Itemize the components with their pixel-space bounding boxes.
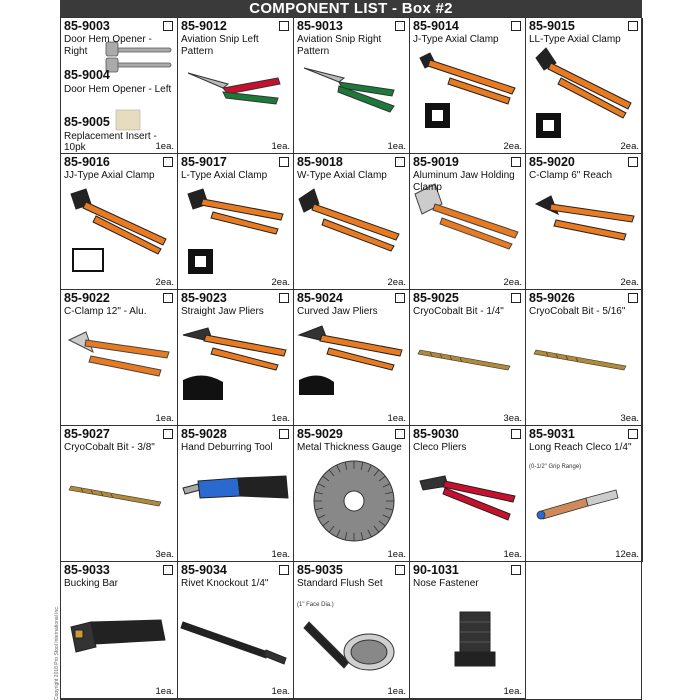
part-number: 85-9026 <box>529 291 575 305</box>
part-number: 85-9016 <box>64 155 110 169</box>
part-description: Bucking Bar <box>64 578 118 589</box>
checkbox[interactable] <box>395 429 405 439</box>
part-description: Aluminum Jaw Holding Clamp <box>413 170 515 193</box>
quantity: 1ea. <box>155 413 174 424</box>
part-number: 85-9034 <box>181 563 227 577</box>
component-cell <box>61 426 178 562</box>
part-number: 85-9014 <box>413 19 459 33</box>
part-number: 85-9035 <box>297 563 343 577</box>
part-number: 85-9030 <box>413 427 459 441</box>
quantity: 1ea. <box>271 549 290 560</box>
quantity: 1ea. <box>271 686 290 697</box>
part-description: LL-Type Axial Clamp <box>529 34 621 45</box>
component-cell <box>410 290 526 426</box>
part-subnote: (1" Face Dia.) <box>297 602 334 608</box>
part-number: 85-9022 <box>64 291 110 305</box>
part-number: 85-9028 <box>181 427 227 441</box>
part-number: 85-9017 <box>181 155 227 169</box>
part-number: 85-9031 <box>529 427 575 441</box>
checkbox[interactable] <box>395 21 405 31</box>
component-cell <box>526 426 643 562</box>
part-number: 90-1031 <box>413 563 459 577</box>
part-number: 85-9023 <box>181 291 227 305</box>
part-description: Aviation Snip Left Pattern <box>181 34 259 57</box>
part-number: 85-9025 <box>413 291 459 305</box>
checkbox[interactable] <box>279 157 289 167</box>
part-number: 85-9003 <box>64 19 110 33</box>
copyright-text: Copyright 2018 Pro Stool International Inc. <box>54 605 60 700</box>
quantity: 12ea. <box>615 549 639 560</box>
quantity: 1ea. <box>387 549 406 560</box>
page-title: COMPONENT LIST - Box #2 <box>60 0 642 17</box>
component-cell <box>526 18 643 154</box>
part-description: C-Clamp 12" - Alu. <box>64 306 147 317</box>
checkbox[interactable] <box>163 429 173 439</box>
part-description: CryoCobalt Bit - 5/16" <box>529 306 626 317</box>
part-description: Cleco Pliers <box>413 442 467 453</box>
checkbox[interactable] <box>395 293 405 303</box>
component-cell <box>294 154 410 290</box>
part-description: Replacement Insert - 10pk <box>64 131 157 153</box>
checkbox[interactable] <box>163 157 173 167</box>
quantity: 1ea. <box>155 686 174 697</box>
component-cell <box>178 426 294 562</box>
part-description: Curved Jaw Pliers <box>297 306 378 317</box>
checkbox[interactable] <box>279 21 289 31</box>
part-number: 85-9012 <box>181 19 227 33</box>
quantity: 1ea. <box>503 686 522 697</box>
component-cell <box>294 426 410 562</box>
checkbox[interactable] <box>395 157 405 167</box>
part-description: Standard Flush Set <box>297 578 383 589</box>
quantity: 2ea. <box>503 277 522 288</box>
quantity: 1ea. <box>271 141 290 152</box>
part-description: CryoCobalt Bit - 3/8" <box>64 442 155 453</box>
component-cell <box>294 18 410 154</box>
quantity: 1ea. <box>387 141 406 152</box>
checkbox[interactable] <box>511 293 521 303</box>
quantity: 1ea. <box>387 686 406 697</box>
quantity: 2ea. <box>620 141 639 152</box>
component-cell <box>178 18 294 154</box>
part-description: JJ-Type Axial Clamp <box>64 170 155 181</box>
part-number: 85-9033 <box>64 563 110 577</box>
checkbox[interactable] <box>511 21 521 31</box>
part-description: Straight Jaw Pliers <box>181 306 264 317</box>
part-description: CryoCobalt Bit - 1/4" <box>413 306 504 317</box>
checkbox[interactable] <box>279 293 289 303</box>
checkbox[interactable] <box>279 429 289 439</box>
component-cell <box>178 290 294 426</box>
checkbox[interactable] <box>628 157 638 167</box>
part-description: Rivet Knockout 1/4" <box>181 578 269 589</box>
checkbox[interactable] <box>628 429 638 439</box>
part-number: 85-9013 <box>297 19 343 33</box>
component-grid <box>60 17 642 700</box>
checkbox[interactable] <box>511 429 521 439</box>
quantity: 2ea. <box>503 141 522 152</box>
part-description: Door Hem Opener - Right <box>64 34 152 57</box>
quantity: 1ea. <box>387 413 406 424</box>
component-cell <box>61 562 178 699</box>
quantity: 1ea. <box>503 549 522 560</box>
component-cell <box>178 154 294 290</box>
part-number: 85-9015 <box>529 19 575 33</box>
quantity: 1ea. <box>155 141 174 152</box>
quantity: 2ea. <box>620 277 639 288</box>
component-cell <box>410 18 526 154</box>
quantity: 3ea. <box>155 549 174 560</box>
checkbox[interactable] <box>628 293 638 303</box>
checkbox[interactable] <box>163 21 173 31</box>
component-cell <box>410 154 526 290</box>
part-number: 85-9029 <box>297 427 343 441</box>
part-description: Door Hem Opener - Left <box>64 84 172 95</box>
component-cell <box>410 426 526 562</box>
checkbox[interactable] <box>511 157 521 167</box>
part-description: Aviation Snip Right Pattern <box>297 34 382 57</box>
part-number: 85-9018 <box>297 155 343 169</box>
component-cell <box>61 290 178 426</box>
part-description: J-Type Axial Clamp <box>413 34 499 45</box>
checkbox[interactable] <box>511 565 521 575</box>
part-number: 85-9024 <box>297 291 343 305</box>
quantity: 1ea. <box>271 413 290 424</box>
component-cell <box>410 562 526 699</box>
component-cell <box>526 290 643 426</box>
quantity: 3ea. <box>503 413 522 424</box>
part-description: C-Clamp 6" Reach <box>529 170 613 181</box>
component-cell <box>61 154 178 290</box>
part-description: Long Reach Cleco 1/4" <box>529 442 632 453</box>
quantity: 2ea. <box>271 277 290 288</box>
part-number: 85-9005 <box>64 115 110 129</box>
checkbox[interactable] <box>279 565 289 575</box>
part-description: W-Type Axial Clamp <box>297 170 387 181</box>
quantity: 2ea. <box>155 277 174 288</box>
component-cell <box>294 562 410 699</box>
component-cell <box>61 18 178 154</box>
component-cell <box>294 290 410 426</box>
component-cell <box>526 154 643 290</box>
part-number: 85-9020 <box>529 155 575 169</box>
part-description: Nose Fastener <box>413 578 479 589</box>
part-number: 85-9019 <box>413 155 459 169</box>
part-number: 85-9004 <box>64 68 110 82</box>
part-description: Hand Deburring Tool <box>181 442 273 453</box>
part-description: Metal Thickness Gauge <box>297 442 402 453</box>
part-subnote: (0-1/2" Grip Range) <box>529 464 582 470</box>
checkbox[interactable] <box>163 293 173 303</box>
part-number: 85-9027 <box>64 427 110 441</box>
quantity: 2ea. <box>387 277 406 288</box>
checkbox[interactable] <box>163 565 173 575</box>
checkbox[interactable] <box>628 21 638 31</box>
component-cell <box>178 562 294 699</box>
checkbox[interactable] <box>395 565 405 575</box>
quantity: 3ea. <box>620 413 639 424</box>
part-description: L-Type Axial Clamp <box>181 170 268 181</box>
